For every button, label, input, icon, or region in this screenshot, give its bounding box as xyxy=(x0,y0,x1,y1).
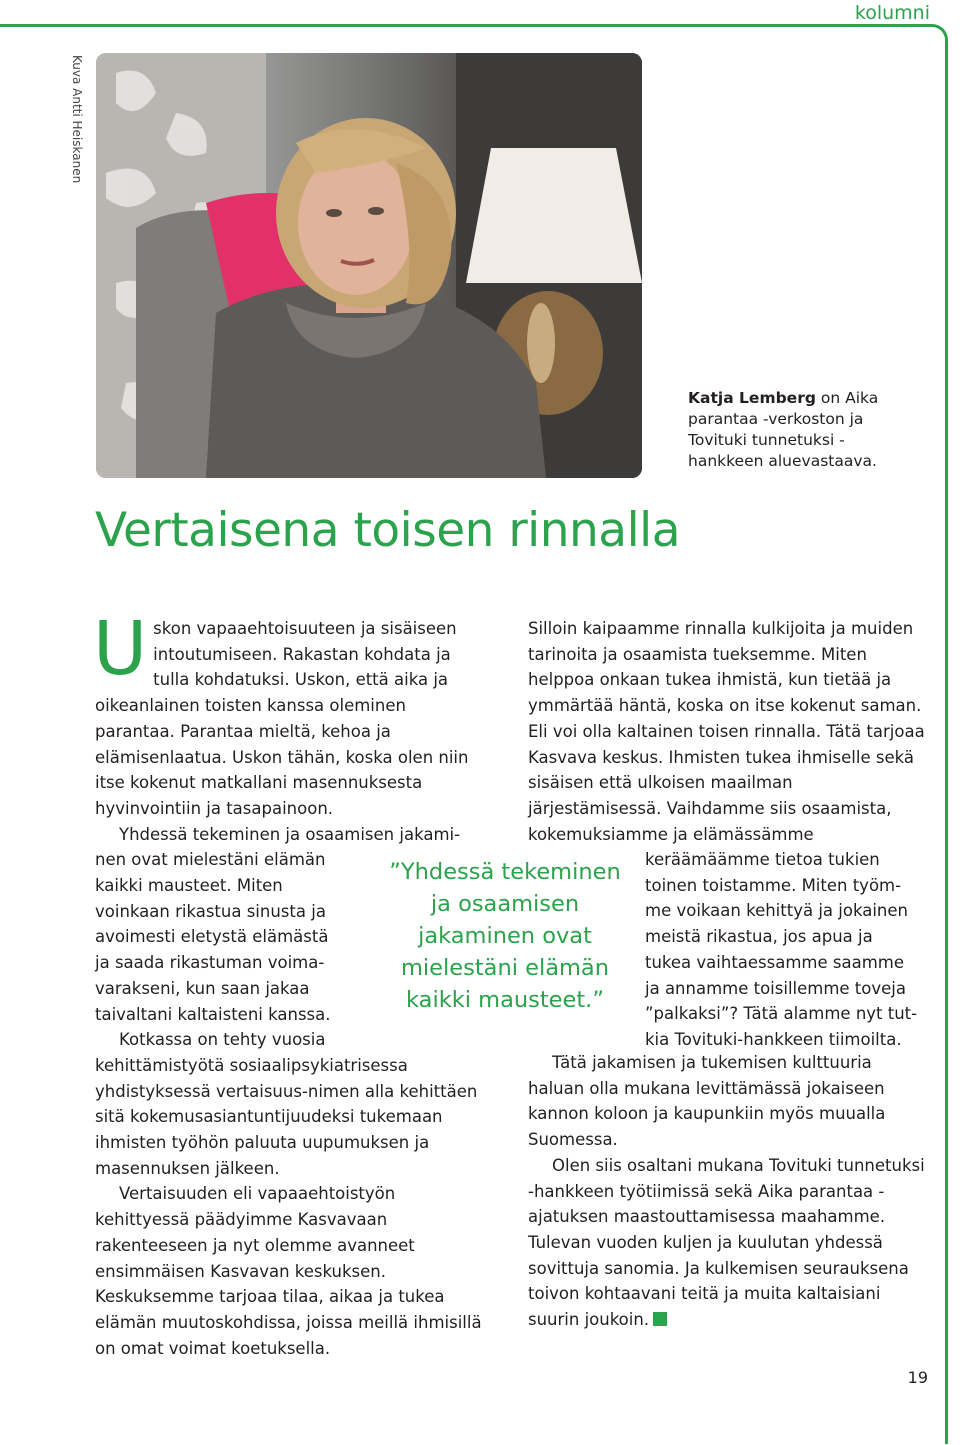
section-label: kolumni xyxy=(854,2,930,24)
text-line: Yhdessä tekeminen ja osaamisen jakami- xyxy=(119,824,461,844)
text-run: kehittämistyötä sosiaalipsykiatrisessa yhdistyksessä vertaisuus-nimen alla kehittäen sitä kokemusasiantuntijuudeksi tukemaan ihmisten työhön paluuta uupumuksen ja masennuksen jälkeen. xyxy=(95,1055,478,1178)
right-paragraph-3 xyxy=(528,1153,928,1333)
quote-line: ”Yhdessä tekeminen xyxy=(389,859,621,885)
portrait-illustration xyxy=(96,53,642,478)
photo-credit: Kuva Antti Heiskanen xyxy=(70,55,84,184)
paragraph-4: Vertaisuuden eli vapaaehtoistyön kehittyessä päädyimme Kasvavaan rakenteeseen ja nyt olemme avanneet ensimmäisen Kasvavan keskuksen. Keskuksemme tarjoaa tilaa, aikaa ja tukea elämän muutoskohdissa, joissa meillä ihmisillä on omat voimat koetuksella. xyxy=(95,1184,482,1358)
right-column-narrow xyxy=(645,847,935,1053)
text-line: me voikaan kehittyä ja jokainen xyxy=(645,901,908,921)
pull-quote xyxy=(380,856,630,1016)
right-column-top xyxy=(528,616,928,847)
article-title: Vertaisena toisen rinnalla xyxy=(95,503,681,558)
quote-line: jakaminen ovat xyxy=(418,923,592,949)
text-line: toinen toistamme. Miten työm- xyxy=(645,875,902,895)
text-line: keräämäämme tietoa tukien xyxy=(645,850,880,869)
caption-text: on Aika parantaa -verkoston ja Tovituki tunnetuksi -hankkeen aluevastaava. xyxy=(688,389,879,470)
text-line: intoutumiseen. Rakastan kohdata ja xyxy=(153,644,451,664)
quote-line: mielestäni elämän xyxy=(401,955,609,981)
text-line: voinkaan rikastua sinusta ja xyxy=(95,901,326,921)
paragraph-3-rest xyxy=(95,1053,490,1182)
page-number: 19 xyxy=(907,1368,928,1387)
caption-name: Katja Lemberg xyxy=(688,389,816,407)
text-line: nen ovat mielestäni elämän xyxy=(95,850,326,870)
right-paragraph-1-narrow xyxy=(645,847,935,1053)
paragraph-1 xyxy=(93,606,490,822)
text-line: ja saada rikastuman voima- xyxy=(95,953,325,973)
text-line: ja annamme toisillemme toveja xyxy=(645,978,906,998)
lamp-shade xyxy=(466,148,642,283)
text-line: avoimesti eletystä elämästä xyxy=(95,927,329,947)
text-line: meistä rikastua, jos apua ja xyxy=(645,927,873,947)
text-line: tulla kohdatuksi. Uskon, että aika ja xyxy=(153,670,449,690)
photo-caption xyxy=(688,388,918,472)
face xyxy=(298,151,414,295)
text-line: taivaltani kaltaisteni kanssa. xyxy=(95,1004,331,1024)
text-line: varakseni, kun saan jakaa xyxy=(95,978,310,998)
paragraph-2 xyxy=(95,822,490,848)
text-line: tukea vaihtaessamme saamme xyxy=(645,952,905,972)
text-run: oikeanlainen toisten kanssa oleminen parantaa. Parantaa mieltä, kehoa ja elämisenlaatua. Uskon tähän, koska olen niin itse kokenut matkallani masennuksesta hyvinvointiin ja tasapainoon. xyxy=(95,696,469,818)
right-column-bottom xyxy=(528,1050,928,1333)
drop-cap: U xyxy=(93,606,148,692)
text-run: Olen siis osaltani mukana Tovituki tunnetuksi -hankkeen työtiimissä sekä Aika parantaa -ajatuksen maastouttamisessa maahamme. Tulevan vuoden kuljen ja kuulutan yhdessä sovittuja sanomia. Ja kulkemisen seurauksena toivon kohtaavani teitä ja muita kaltaisiani suurin joukoin. xyxy=(528,1155,925,1330)
quote-line: kaikki mausteet.” xyxy=(406,987,604,1013)
text-line: kaikki mausteet. Miten xyxy=(95,876,283,896)
paragraph-3 xyxy=(95,1027,490,1053)
quote-line: ja osaamisen xyxy=(430,891,580,917)
portrait-photo xyxy=(96,53,642,478)
text-line: kia Tovituki-hankkeen tiimoilta. xyxy=(645,1029,902,1049)
text-line: ”palkaksi”? Tätä alamme nyt tut- xyxy=(645,1004,918,1024)
end-square-icon xyxy=(653,1312,667,1326)
text-line: Kotkassa on tehty vuosia xyxy=(119,1030,326,1050)
right-paragraph-1: Silloin kaipaamme rinnalla kulkijoita ja muiden tarinoita ja osaamista tueksemme. Miten helppoa onkaan tukea ihmistä, kun tietää ja ymmärtää häntä, koska on itse kokenut saman. Eli voi olla kaltainen toisen rinnalla. Tätä tarjoaa Kasvava keskus. Ihmisten tukea ihmiselle sekä sisäisen että ulkoisen maailman järjestämisessä. Vaihdamme siis osaamista, kokemuksiamme ja elämässämme xyxy=(528,619,925,844)
right-paragraph-2: Tätä jakamisen ja tukemisen kulttuuria haluan olla mukana levittämässä jokaiseen kannon koloon ja kaupunkiin myös muualla Suomessa. xyxy=(528,1053,886,1150)
text-line: skon vapaaehtoisuuteen ja sisäiseen xyxy=(153,619,457,638)
